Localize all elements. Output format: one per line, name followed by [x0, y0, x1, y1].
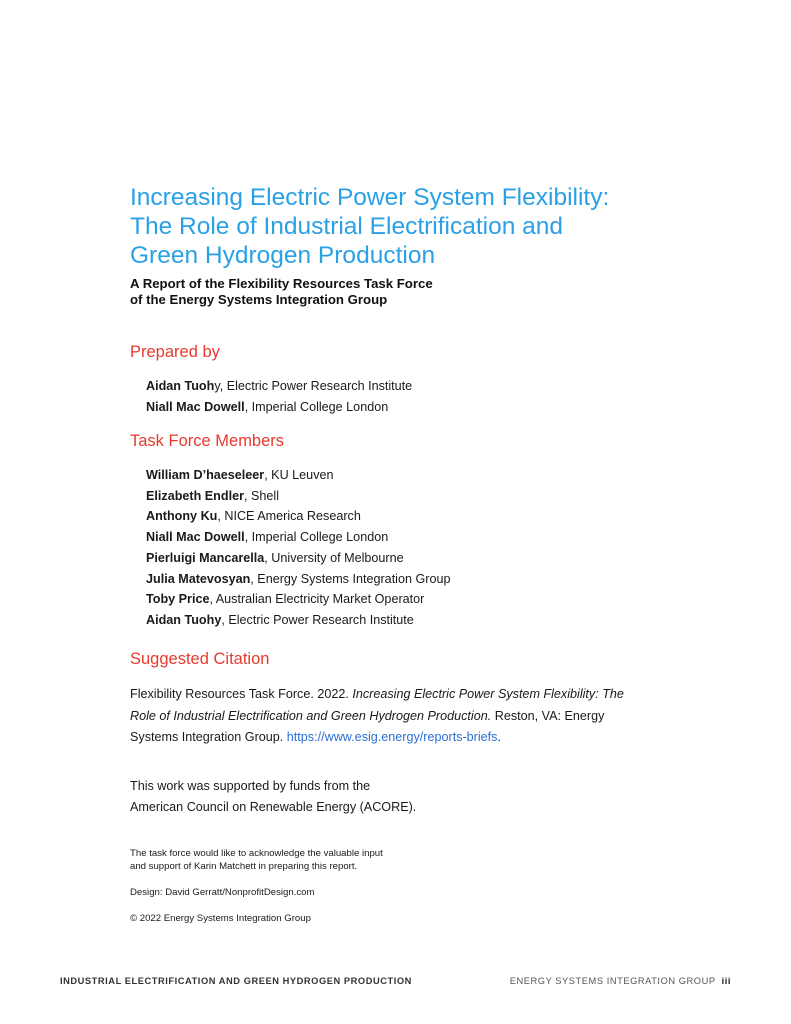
citation-link[interactable]: https://www.esig.energy/reports-briefs [286, 730, 498, 744]
person-affiliation: , NICE America Research [217, 509, 361, 524]
report-subtitle [130, 276, 630, 308]
person-affiliation: , University of Melbourne [264, 550, 404, 565]
person-affiliation: , Shell [243, 488, 279, 503]
funding-note [130, 776, 416, 818]
person-affiliation: , Energy Systems Integration Group [250, 571, 451, 586]
person-name: Toby Price [146, 592, 210, 607]
list-item [146, 548, 451, 569]
citation-tail: Reston, VA: Energy Systems Integration Group. [130, 708, 605, 744]
subtitle-line-2: of the Energy Systems Integration Group [130, 292, 388, 307]
list-item [146, 506, 451, 527]
report-title [130, 183, 690, 270]
person-affiliation: , Australian Electricity Market Operator [209, 592, 425, 607]
copyright: © 2022 Energy Systems Integration Group [130, 913, 311, 924]
person-name: Aidan Tuohy [146, 612, 222, 627]
person-name: Anthony Ku [146, 509, 218, 524]
title-line-2: The Role of Industrial Electrification and [130, 213, 564, 240]
person-affiliation: , Imperial College London [244, 399, 389, 414]
person-name: William D’haeseleer [146, 468, 265, 482]
design-credit: Design: David Gerratt/NonprofitDesign.com [130, 887, 315, 898]
person-affiliation: , KU Leuven [264, 468, 334, 482]
person-affiliation: , Electric Power Research Institute [221, 612, 414, 627]
list-item [146, 486, 451, 507]
list-item [146, 610, 451, 631]
prepared-by-heading: Prepared by [130, 343, 220, 361]
title-line-1: Increasing Electric Power System Flexibility: [130, 184, 610, 211]
person-name: Niall Mac Dowell [146, 530, 245, 545]
page-number: iii [721, 976, 731, 986]
person-name-tail: y [214, 379, 220, 393]
funding-line-2: American Council on Renewable Energy (ACORE). [130, 800, 417, 814]
funding-line-1: This work was supported by funds from the [130, 779, 371, 793]
footer-org-name: ENERGY SYSTEMS INTEGRATION GROUP [509, 976, 716, 986]
citation-report-title: Increasing Electric Power System Flexibility: The Role of Industrial Electrification and Green Hydrogen Production. [130, 687, 624, 723]
task-force-heading: Task Force Members [130, 432, 285, 450]
list-item [146, 569, 451, 590]
person-affiliation: , Electric Power Research Institute [219, 379, 413, 393]
person-affiliation: , Imperial College London [244, 530, 389, 545]
acknowledgment-line-2: and support of Karin Matchett in preparing this report. [130, 861, 358, 872]
footer-organization [510, 976, 731, 986]
prepared-by-list [146, 376, 412, 417]
citation-lead: Flexibility Resources Task Force. 2022. [130, 687, 353, 701]
person-name: Aidan Tuoh [146, 379, 215, 393]
task-force-list [146, 465, 451, 631]
citation-end: . [497, 730, 501, 744]
list-item [146, 376, 412, 397]
person-name: Elizabeth Endler [146, 488, 244, 503]
subtitle-line-1: A Report of the Flexibility Resources Task Force [130, 276, 433, 291]
acknowledgment-line-1: The task force would like to acknowledge the valuable input [130, 848, 383, 859]
list-item [146, 397, 412, 418]
list-item [146, 465, 451, 486]
title-line-3: Green Hydrogen Production [130, 242, 436, 269]
list-item [146, 527, 451, 548]
citation-text [130, 684, 650, 749]
person-name: Niall Mac Dowell [146, 399, 245, 414]
person-name: Julia Matevosyan [146, 571, 251, 586]
acknowledgment [130, 847, 383, 873]
list-item [146, 589, 451, 610]
citation-heading: Suggested Citation [130, 650, 270, 668]
footer-report-name: INDUSTRIAL ELECTRIFICATION AND GREEN HYDROGEN PRODUCTION [60, 976, 412, 986]
person-name: Pierluigi Mancarella [146, 550, 265, 565]
